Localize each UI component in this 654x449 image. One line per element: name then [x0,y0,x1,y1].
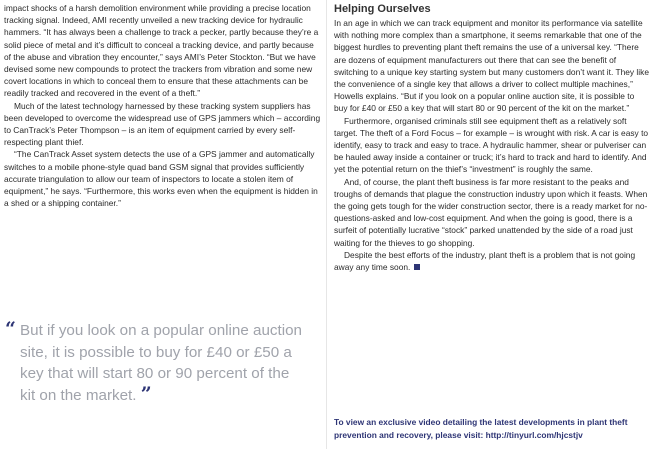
body-paragraph: And, of course, the plant theft business is far more resistant to the peaks and troughs of demands that plague the construction industry upon which it feasts. When the going gets tough for the wider construction sector, there is a ready market for no-questions-asked and low-cost equipment. And when the going is good, there is a surfeit of potentially lucrative “stock” parked unattended by the side of a road just waiting for the thieves to go shopping. [334,176,648,248]
body-paragraph: In an age in which we can track equipment and monitor its performance via satellite with nothing more complex than a smartphone, it seems remarkable that one of the biggest hurdles to preventing plant theft remains the use of a universal key. “There are dozens of equipment manufacturers out there that can see the benefit of switching to a unique key starting system but many customers don’t want it. They like the convenience of a single key that allows a driver to collect multiple machines,” Howells explains. “But if you look on a popular online auction site, it is possible to buy for £40 or £50 a key that will start 80 or 90 percent of the kit on the market.” [334,18,649,114]
open-quote-mark: “ [5,318,16,340]
body-paragraph: Much of the latest technology harnessed by these tracking system suppliers has been developed to overcome the widespread use of GPS jammers which – according to CanTrack’s Peter Thompson – is an item of equipment carried by every self-respecting plant thief. [4,100,321,148]
right-column [334,2,650,440]
pull-quote-text: But if you look on a popular online auction site, it is possible to buy for £40 or £50 a key that will start 80 or 90 percent of the kit on the market. [20,322,303,404]
body-paragraph: Furthermore, organised criminals still see equipment theft as a relatively soft target. The theft of a Ford Focus – for example – is wrought with risk. A car is easy to identify, easy to track and easy to trace. A hydraulic hammer, shear or pulveriser can be hauled away inside a container or truck; it’s hard to track and hard to identify. And yet the potential return on the thief’s “investment” is roughly the same. [334,115,649,175]
body-paragraph: impact shocks of a harsh demolition environment while providing a precise location tracking signal. Indeed, AMI recently unveiled a new tracking device for hydraulic hammers. “It has always been a challenge to track a pecker, partly because they’re a solid piece of metal and it’s difficult to conceal a tracking device, and partly because of the abuse and vibration they encounter,” says AMI’s Peter Stockton. “But we have devised some new compounds to protect the trackers from vibration and some new covert locations in which to conceal them to ensure that these attachments can be readily tracked and recovered in the event of a theft.” [4,3,319,99]
pull-quote [4,320,304,406]
body-paragraph: “The CanTrack Asset system detects the use of a GPS jammer and automatically switches to a mobile phone-style quad band GSM signal that provides sufficiently accurate triangulation to allow our team of inspectors to locate a stolen item of equipment,” he says. “Furthermore, this works even when the equipment is hidden in a shed or a shipping container.” [4,149,318,209]
section-heading: Helping Ourselves [334,3,431,15]
column-divider [326,0,327,449]
end-of-article-square-icon [414,264,420,270]
video-link-callout[interactable]: To view an exclusive video detailing the latest developments in plant theft prevention and recovery, please visit: http://tinyurl.com/hjcstjv [334,417,628,440]
body-paragraph [334,249,650,273]
closing-paragraph-text: Despite the best efforts of the industry, plant theft is a problem that is not going away any time soon. [334,249,636,273]
left-column [4,2,322,405]
close-quote-mark: ” [140,382,152,405]
